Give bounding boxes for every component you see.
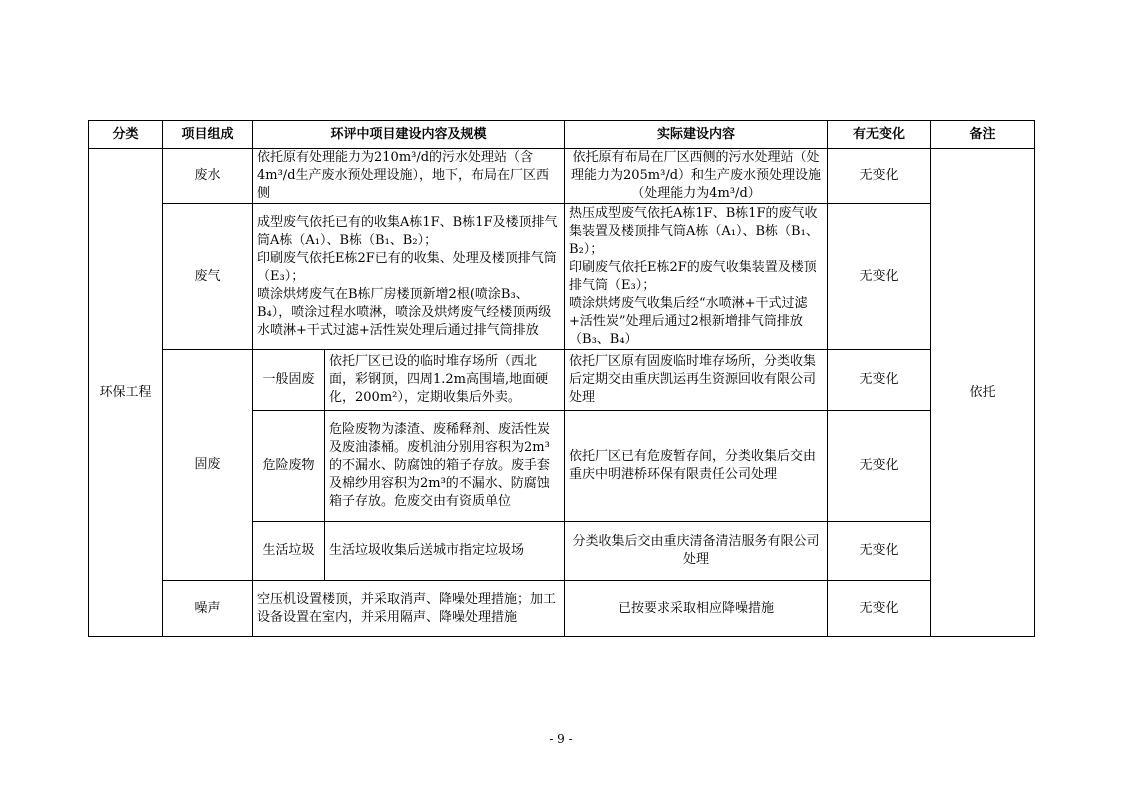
component-cell: 噪声	[163, 581, 253, 637]
eia-content-cell: 依托厂区已设的临时堆存场所（西北面，彩钢顶，四周1.2m高围墙,地面硬化，200m²），定期收集后外卖。	[325, 350, 565, 411]
change-cell: 无变化	[828, 350, 931, 411]
actual-content-cell: 热压成型废气依托A栋1F、B栋1F的废气收集装置及楼顶排气筒A栋（A₁）、B栋（B₁、B₂）； 印刷废气依托E栋2F的废气收集装置及楼顶排气筒（E₃）； 喷涂烘烤废气收集后经“水喷淋+干式过滤+活性炭”处理后通过2根新增排气筒排放（B₃、B₄）	[565, 204, 828, 350]
eia-content-cell: 危险废物为漆渣、废稀释剂、废活性炭及废油漆桶。废机油分别用容积为2m³的不漏水、防腐蚀的箱子存放。废手套及棉纱用容积为2m³的不漏水、防腐蚀箱子存放。危废交由有资质单位	[325, 411, 565, 522]
header-eia-content: 环评中项目建设内容及规模	[253, 121, 565, 149]
sub-component-cell: 生活垃圾	[253, 522, 325, 581]
change-cell: 无变化	[828, 581, 931, 637]
change-cell: 无变化	[828, 149, 931, 204]
change-cell: 无变化	[828, 204, 931, 350]
remark-cell: 依托	[931, 149, 1035, 637]
table-row	[89, 350, 1035, 411]
actual-content-cell: 依托厂区已有危废暂存间，分类收集后交由重庆中明港桥环保有限责任公司处理	[565, 411, 828, 522]
sub-component-cell: 一般固废	[253, 350, 325, 411]
header-component: 项目组成	[163, 121, 253, 149]
table-row	[89, 204, 1035, 350]
component-cell: 废气	[163, 204, 253, 350]
header-remark: 备注	[931, 121, 1035, 149]
header-change: 有无变化	[828, 121, 931, 149]
eia-content-cell: 空压机设置楼顶，并采取消声、降噪处理措施；加工设备设置在室内，并采用隔声、降噪处理措施	[253, 581, 565, 637]
actual-content-cell: 依托厂区原有固废临时堆存场所，分类收集后定期交由重庆凯运再生资源回收有限公司处理	[565, 350, 828, 411]
actual-content-cell: 分类收集后交由重庆清备清洁服务有限公司处理	[565, 522, 828, 581]
component-cell: 固废	[163, 350, 253, 581]
page-number: - 9 -	[549, 732, 573, 746]
eia-content-cell: 成型废气依托已有的收集A栋1F、B栋1F及楼顶排气筒A栋（A₁）、B栋（B₁、B₂）； 印刷废气依托E栋2F已有的收集、处理及楼顶排气筒（E₃）； 喷涂烘烤废气在B栋厂房楼顶新增2根(喷涂B₃、B₄），喷涂过程水喷淋，喷涂及烘烤废气经楼顶两级水喷淋+干式过滤+活性炭处理后通过排气筒排放	[253, 204, 565, 350]
category-cell: 环保工程	[89, 149, 163, 637]
change-cell: 无变化	[828, 522, 931, 581]
eia-content-cell: 生活垃圾收集后送城市指定垃圾场	[325, 522, 565, 581]
actual-content-cell: 已按要求采取相应降噪措施	[565, 581, 828, 637]
component-cell: 废水	[163, 149, 253, 204]
sub-component-cell: 危险废物	[253, 411, 325, 522]
table-header-row	[89, 121, 1035, 149]
table-row	[89, 149, 1035, 204]
header-category: 分类	[89, 121, 163, 149]
header-actual-content: 实际建设内容	[565, 121, 828, 149]
project-comparison-table	[88, 120, 1035, 637]
eia-content-cell: 依托原有处理能力为210m³/d的污水处理站（含4m³/d生产废水预处理设施），地下，布局在厂区西侧	[253, 149, 565, 204]
change-cell: 无变化	[828, 411, 931, 522]
actual-content-cell: 依托原有布局在厂区西侧的污水处理站（处理能力为205m³/d）和生产废水预处理设施（处理能力为4m³/d）	[565, 149, 828, 204]
table-row	[89, 581, 1035, 637]
